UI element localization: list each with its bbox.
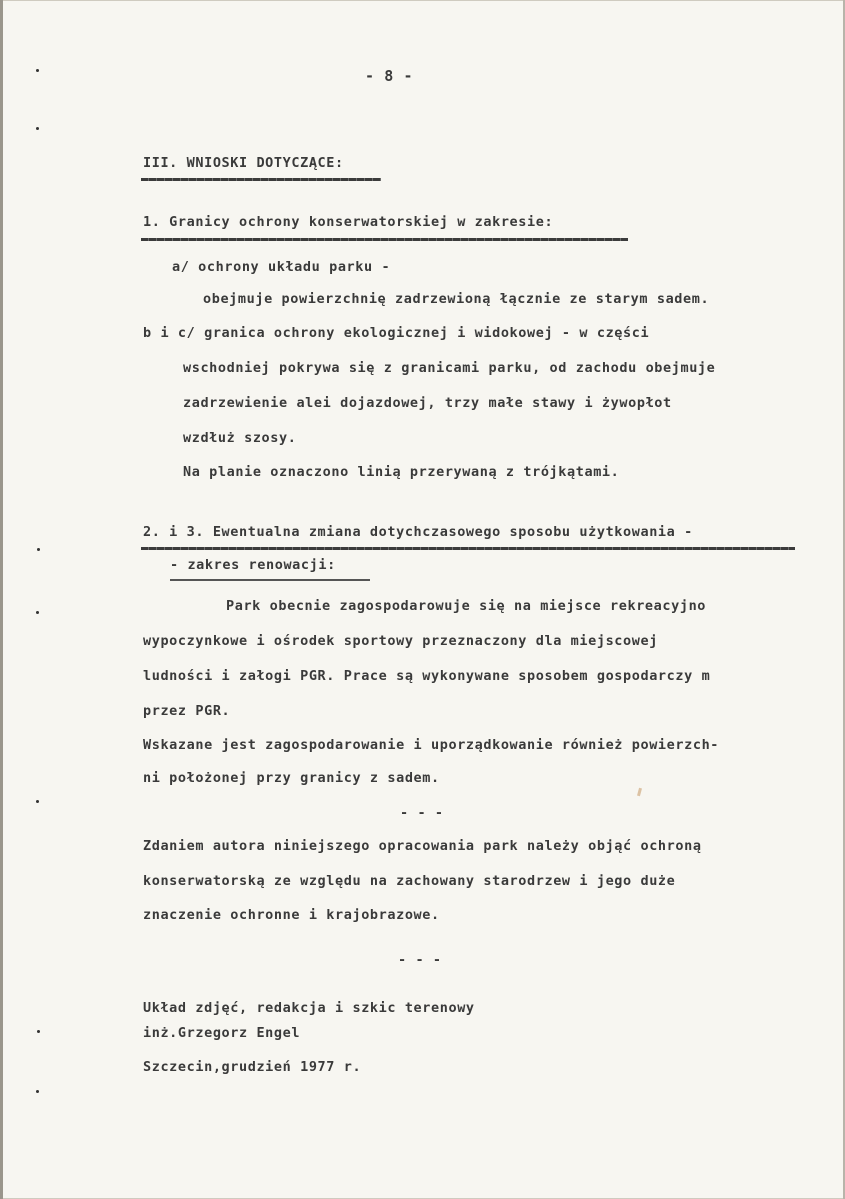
item1-line: obejmuje powierzchnię zadrzewioną łącznie ze starym sadem. (203, 291, 710, 307)
item1-line: b i c/ granica ochrony ekologicznej i widokowej - w części (143, 325, 650, 341)
margin-mark (36, 800, 39, 803)
item1-line: wzdłuż szosy. (183, 430, 297, 446)
margin-mark (37, 548, 40, 551)
section-title: III. WNIOSKI DOTYCZĄCE: (143, 155, 344, 171)
conclusion-line: Zdaniem autora niniejszego opracowania park należy objąć ochroną (143, 838, 702, 854)
item2-line: ludności i załogi PGR. Prace są wykonywane sposobem gospodarczy m (143, 668, 711, 684)
item2-heading-cont: - zakres renowacji: (170, 557, 336, 573)
conclusion-line: konserwatorską ze względu na zachowany starodrzew i jego duże (143, 873, 676, 889)
item2-heading-cont-underline (170, 579, 370, 581)
item1-heading-underline (141, 238, 628, 241)
conclusion-line: znaczenie ochronne i krajobrazowe. (143, 907, 440, 923)
margin-mark (36, 127, 39, 130)
separator: - - - (400, 805, 444, 821)
section-title-underline (141, 178, 381, 181)
margin-mark (36, 1090, 39, 1093)
separator: - - - (398, 952, 442, 968)
item2-line: przez PGR. (143, 703, 231, 719)
item2-line: Wskazane jest zagospodarowanie i uporządkowanie również powierzch- (143, 737, 720, 753)
item1-line: zadrzewienie alei dojazdowej, trzy małe stawy i żywopłot (183, 395, 672, 411)
item2-line: Park obecnie zagospodarowuje się na miejsce rekreacyjno (226, 598, 707, 614)
margin-mark (37, 1030, 40, 1033)
margin-mark (36, 611, 39, 614)
page-edge-left (0, 0, 3, 1199)
page-number: - 8 - (365, 67, 414, 85)
item2-line: wypoczynkowe i ośrodek sportowy przeznaczony dla miejscowej (143, 633, 658, 649)
footer-line: Układ zdjęć, redakcja i szkic terenowy (143, 1000, 475, 1016)
item2-heading: 2. i 3. Ewentualna zmiana dotychczasowego sposobu użytkowania - (143, 524, 693, 540)
margin-mark (36, 69, 39, 72)
item1-line: Na planie oznaczono linią przerywaną z trójkątami. (183, 464, 620, 480)
footer-line: inż.Grzegorz Engel (143, 1025, 301, 1041)
stain-mark (637, 788, 642, 797)
item2-line: ni położonej przy granicy z sadem. (143, 770, 440, 786)
item1-heading: 1. Granicy ochrony konserwatorskiej w zakresie: (143, 214, 554, 230)
item1-line: wschodniej pokrywa się z granicami parku, od zachodu obejmuje (183, 360, 716, 376)
item1-line: a/ ochrony układu parku - (172, 259, 391, 275)
item2-heading-underline (141, 547, 795, 550)
footer-line: Szczecin,grudzień 1977 r. (143, 1059, 362, 1075)
